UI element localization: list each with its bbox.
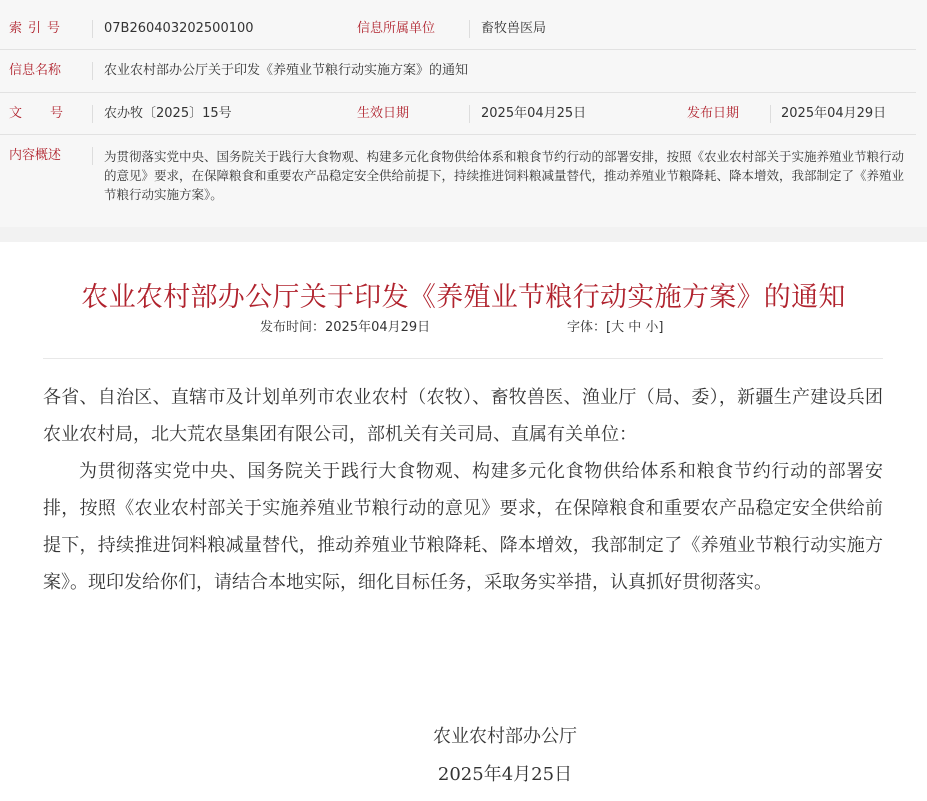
meta-row-index bbox=[0, 8, 916, 50]
unit-value: 畜牧兽医局 bbox=[481, 21, 547, 36]
docno-value: 农办牧〔2025〕15号 bbox=[104, 106, 232, 121]
font-large-button[interactable]: 大 bbox=[611, 320, 625, 335]
section-separator bbox=[0, 227, 927, 242]
publish-date-label: 发布日期 bbox=[687, 106, 740, 121]
index-value: 07B260403202500100 bbox=[104, 21, 254, 36]
unit-label: 信息所属单位 bbox=[357, 21, 436, 36]
article-title: 农业农村部办公厅关于印发《养殖业节粮行动实施方案》的通知 bbox=[81, 282, 846, 314]
meta-row-name bbox=[0, 50, 916, 93]
salutation-paragraph: 各省、自治区、直辖市及计划单列市农业农村（农牧）、畜牧兽医、渔业厅（局、委），新疆生产建设兵团农业农村局，北大荒农垦集团有限公司，部机关有关司局、直属有关单位： bbox=[43, 387, 883, 445]
name-value: 农业农村部办公厅关于印发《养殖业节粮行动实施方案》的通知 bbox=[104, 63, 469, 78]
divider bbox=[770, 105, 771, 123]
divider bbox=[469, 105, 470, 123]
bracket-open: [ bbox=[606, 320, 612, 335]
font-size-switcher bbox=[567, 318, 664, 338]
publish-time-label: 发布时间： bbox=[260, 320, 326, 335]
publish-time bbox=[260, 318, 430, 338]
divider bbox=[92, 105, 93, 123]
divider bbox=[92, 147, 93, 165]
effective-date-label: 生效日期 bbox=[357, 106, 410, 121]
docno-label: 文号 bbox=[9, 106, 92, 121]
meta-row-docno bbox=[0, 93, 916, 135]
divider-line bbox=[43, 358, 883, 359]
bracket-close: ] bbox=[658, 320, 664, 335]
signature-org: 农业农村部办公厅 bbox=[433, 726, 577, 747]
divider bbox=[92, 20, 93, 38]
font-medium-button[interactable]: 中 bbox=[628, 320, 642, 335]
index-label: 索引号 bbox=[9, 21, 67, 36]
publish-time-value: 2025年04月29日 bbox=[325, 320, 431, 335]
font-small-button[interactable]: 小 bbox=[645, 320, 659, 335]
summary-label: 内容概述 bbox=[9, 148, 62, 163]
article-body bbox=[43, 379, 883, 601]
summary-text: 为贯彻落实党中央、国务院关于践行大食物观、构建多元化食物供给体系和粮食节约行动的部署安排，按照《农业农村部关于实施养殖业节粮行动的意见》要求，在保障粮食和重要农产品稳定安全供给前提下，持续推进饲料粮减量替代，推动养殖业节粮降耗、降本增效，我部制定了《养殖业节粮行动实施方案》。 bbox=[104, 149, 905, 202]
divider bbox=[92, 62, 93, 80]
meta-row-summary bbox=[0, 135, 916, 209]
body-paragraph: 为贯彻落实党中央、国务院关于践行大食物观、构建多元化食物供给体系和粮食节约行动的部署安排，按照《农业农村部关于实施养殖业节粮行动的意见》要求，在保障粮食和重要农产品稳定安全供给前提下，持续推进饲料粮减量替代，推动养殖业节粮降耗、降本增效，我部制定了《养殖业节粮行动实施方案》。现印发给你们，请结合本地实际，细化目标任务，采取务实举措，认真抓好贯彻落实。 bbox=[43, 461, 883, 593]
name-label: 信息名称 bbox=[9, 63, 62, 78]
font-size-label: 字体： bbox=[567, 320, 607, 335]
divider bbox=[469, 20, 470, 38]
info-metadata-table bbox=[0, 0, 927, 227]
effective-date-value: 2025年04月25日 bbox=[481, 106, 587, 121]
publish-date-value: 2025年04月29日 bbox=[781, 106, 887, 121]
signature-date: 2025年4月25日 bbox=[437, 764, 573, 785]
